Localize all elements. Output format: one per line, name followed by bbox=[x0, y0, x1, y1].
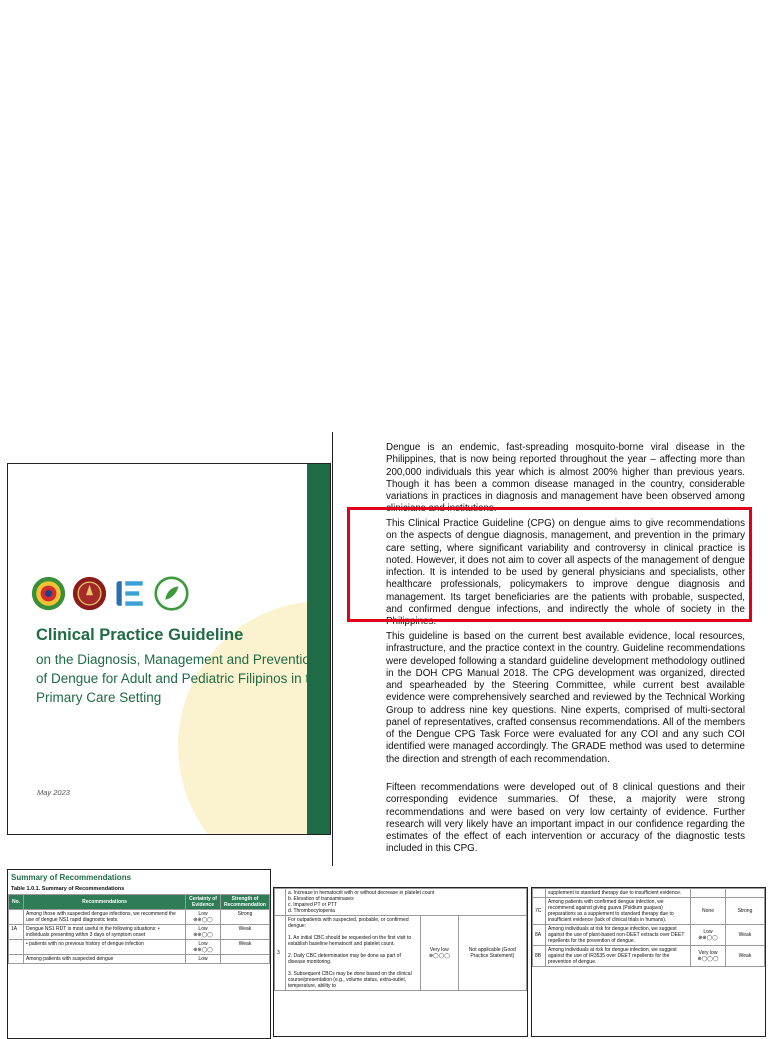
list-item: d. Thrombocytopenia bbox=[288, 908, 335, 914]
row-strength: Weak bbox=[221, 925, 270, 940]
table-row bbox=[9, 925, 270, 940]
table-row bbox=[533, 898, 765, 925]
row-strength: Not applicable (Good Practice Statement) bbox=[458, 916, 526, 991]
row-no: 7C bbox=[533, 898, 546, 925]
row-recommendation: For outpatients with suspected, probable, or confirmed dengue: 1. An initial CBC should be requested on the first visit to establish baseline hematocrit and platelet count. 2. Daily CBC determination may be done as part of disease monitoring. 3. Subsequent CBCs may be done based on the clinical course/presentation (e.g., volume status, extra-outlet, temperature, ability to bbox=[286, 916, 421, 991]
paragraph-summary: Fifteen recommendations were developed out of 8 clinical questions and their corresponding evidence summaries. Of these, a majority were strong recommendations and were based on very low certainty of evidence. Further research will very likely have an important impact in our confidence regarding the estimates of the effect of each intervention or accuracy of the diagnostic tests included in this CPG. bbox=[386, 782, 745, 855]
table-caption: Table 1.0.1. Summary of Recommendations bbox=[11, 886, 125, 892]
row-strength: Weak bbox=[221, 940, 270, 955]
lab-findings-list bbox=[286, 889, 527, 916]
table-row bbox=[9, 955, 270, 964]
column-divider bbox=[332, 432, 333, 866]
ie-logo-icon bbox=[113, 576, 148, 611]
table-row bbox=[9, 910, 270, 925]
cover-subtitle: on the Diagnosis, Management and Prevention of Dengue for Adult and Pediatric Filipinos in the Primary Care Setting bbox=[36, 652, 325, 705]
summary-table-page-1 bbox=[7, 869, 271, 1039]
cover-logos bbox=[31, 576, 189, 611]
row-certainty: None bbox=[691, 898, 726, 925]
recommendations-table bbox=[8, 894, 270, 964]
row-certainty: Low ⊕⊕◯◯ bbox=[691, 925, 726, 946]
row-no bbox=[9, 910, 24, 925]
header-strength: Strength of Recommendation bbox=[221, 895, 270, 910]
row-no bbox=[9, 955, 24, 964]
row-strength: Weak bbox=[726, 946, 765, 967]
row-strength: Weak bbox=[726, 925, 765, 946]
cover-title: Clinical Practice Guideline bbox=[36, 626, 244, 644]
row-no bbox=[533, 889, 546, 898]
table-row bbox=[275, 889, 527, 916]
header-certainty: Certainty of Evidence bbox=[186, 895, 221, 910]
header-no: No. bbox=[9, 895, 24, 910]
row-certainty: Very low ⊕◯◯◯ bbox=[691, 946, 726, 967]
row-recommendation: supplement to standard therapy due to insufficient evidence. bbox=[546, 889, 691, 898]
row-no: 8B bbox=[533, 946, 546, 967]
row-recommendation: Dengue NS1 RDT is most useful in the following situations: • individuals presenting within 3 days of symptom onset bbox=[24, 925, 186, 940]
row-strength bbox=[726, 889, 765, 898]
recommendations-table-continued bbox=[274, 888, 527, 991]
header-recommendations: Recommendations bbox=[24, 895, 186, 910]
cover-green-bar bbox=[307, 464, 330, 834]
table-row bbox=[275, 916, 527, 991]
table-row bbox=[533, 946, 765, 967]
table-row bbox=[9, 940, 270, 955]
row-strength: Strong bbox=[726, 898, 765, 925]
paragraph-intro: Dengue is an endemic, fast-spreading mosquito-borne viral disease in the Philippines, that is now being reported throughout the year – affecting more than 200,000 individuals this year which is almost 200% higher than previous years. Though it has been a common disease managed in the country, considerable variations in practices in diagnosis and management have been observed among clinicians and institutions. bbox=[386, 442, 745, 515]
row-recommendation: Among patients with suspected dengue bbox=[24, 955, 186, 964]
row-certainty: Very low ⊕◯◯◯ bbox=[421, 916, 459, 991]
paragraph-methods: This guideline is based on the current best available evidence, local resources, infrastructure, and the practice context in the country. Guideline recommendations were developed following a standard guideline development methodology outlined in the DOH CPG Manual 2018. The CPG development was organized, directed and spearheaded by the Steering Committee, while current best available evidence were comprehensively searched and reviewed by the Technical Working Group to address nine key questions. Nine experts, comprised of multi-sectoral panel of representatives, crafted consensus recommendations. All of the members of the Dengue CPG Task Force were evaluated for any COI and any such COI identified were managed accordingly. The GRADE method was used to determine the direction and strength of each recommendation. bbox=[386, 631, 745, 765]
row-certainty: Low ⊕⊕◯◯ bbox=[186, 925, 221, 940]
list-item: a. Increase in hematocrit with or without decrease in platelet count bbox=[288, 890, 435, 896]
row-no: 1A bbox=[9, 925, 24, 940]
row-strength: Strong bbox=[221, 910, 270, 925]
row-strength bbox=[221, 955, 270, 964]
summary-table-page-3 bbox=[531, 887, 766, 1037]
list-item: c. Impaired PT or PTT bbox=[288, 902, 338, 908]
row-recommendation: Among those with suspected dengue infections, we recommend the use of dengue NS1 rapid diagnostic tests. bbox=[24, 910, 186, 925]
row-recommendation: Among patients with confirmed dengue infection, we recommend against giving guava (Psidium guajava) preparations as a supplement to standard therapy due to insufficient evidence (lack of clinical trials in humans). bbox=[546, 898, 691, 925]
cover-date: May 2023 bbox=[37, 788, 70, 797]
paragraph-scope: This Clinical Practice Guideline (CPG) on dengue aims to give recommendations on the aspects of dengue diagnosis, management, and prevention in the primary care setting, where significant variability and controversy in clinical practice is noted. However, it does not aim to cover all aspects of the management of dengue infection. It is intended to be used by general physicians and specialists, other healthcare professionals, policymakers to improve dengue diagnosis and management. Its target beneficiaries are the patients with probable, suspected, and confirmed dengue infections, and indirectly the whole of society in the Philippines. bbox=[386, 518, 745, 627]
cpg-cover-page bbox=[7, 463, 331, 835]
summary-table-page-2 bbox=[273, 887, 528, 1037]
green-logo-icon bbox=[154, 576, 189, 611]
row-recommendation: Among individuals at risk for dengue infection, we suggest against the use of IR3535 over DEET repellents for the prevention of dengue. bbox=[546, 946, 691, 967]
table-header-row bbox=[9, 895, 270, 910]
row-certainty bbox=[691, 889, 726, 898]
doh-seal-icon bbox=[31, 576, 66, 611]
row-certainty: Low bbox=[186, 955, 221, 964]
row-certainty: Low ⊕⊕◯◯ bbox=[186, 940, 221, 955]
recommendations-table-continued-2 bbox=[532, 888, 765, 967]
row-recommendation: • patients with no previous history of dengue infection bbox=[24, 940, 186, 955]
row-recommendation: Among individuals at risk for dengue infection, we suggest against the use of plant-based non-DEET extracts over DEET repellents for the prevention of dengue. bbox=[546, 925, 691, 946]
row-no: 3 bbox=[275, 916, 286, 991]
row-no: 8A bbox=[533, 925, 546, 946]
list-item: b. Elevation of transaminases bbox=[288, 896, 354, 902]
highlight-box bbox=[347, 507, 752, 622]
row-no bbox=[9, 940, 24, 955]
row-certainty: Low ⊕⊕◯◯ bbox=[186, 910, 221, 925]
summary-heading: Summary of Recommendations bbox=[11, 873, 132, 882]
table-row bbox=[533, 925, 765, 946]
up-seal-icon bbox=[72, 576, 107, 611]
table-row bbox=[533, 889, 765, 898]
